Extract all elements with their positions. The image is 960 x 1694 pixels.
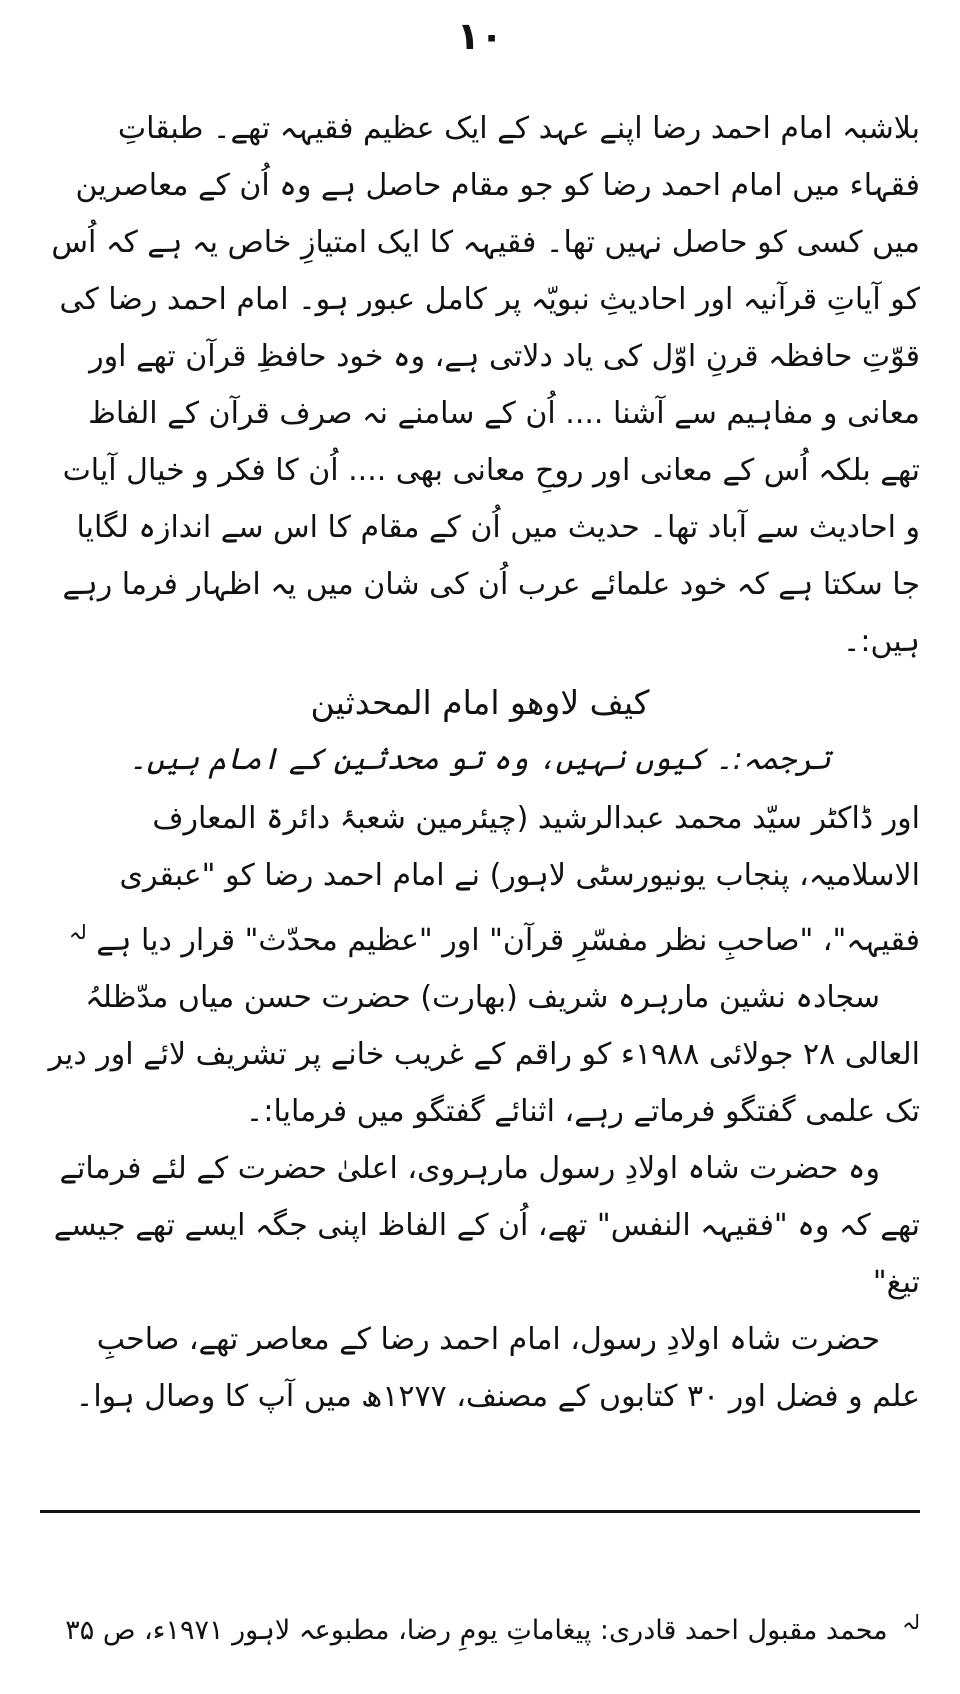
paragraph-5: حضرت شاہ اولادِ رسول، امام احمد رضا کے معاصر تھے، صاحبِ علم و فضل اور ۳۰ کتابوں کے مصنف، ۱۲۷۷ھ میں آپ کا وصال ہوا۔ [75,1322,920,1414]
paragraph-3: سجادہ نشین مارہرہ شریف (بھارت) حضرت حسن میاں مدّظلہُ العالی ۲۸ جولائی ۱۹۸۸ء کو راقم کے غریب خانے پر تشریف لائے اور دیر تک علمی گفتگو فرماتے رہے، اثنائے گفتگو میں فرمایا:۔ [48,980,920,1129]
paragraph-4-quote: وہ حضرت شاہ اولادِ رسول مارہروی، اعلیٰ حضرت کے لئے فرماتے تھے کہ وہ "فقیہہ النفس" تھے، اُن کے الفاظ اپنی جگہ ایسے تھے جیسے تیغ" [53,1151,920,1300]
footnote-divider [40,1510,920,1513]
page-number: ۱۰ [456,14,504,58]
arabic-quote: کیف لاوھو امام المحدثین [310,683,650,722]
footnote-marker: لہ [902,1610,920,1634]
paragraph-1: بلاشبہ امام احمد رضا اپنے عہد کے ایک عظیم فقیہہ تھے۔ طبقاتِ فقہاء میں امام احمد رضا کو جو مقام حاصل ہے وہ اُن کے معاصرین میں کسی کو حاصل نہیں تھا۔ فقیہہ کا ایک امتیازِ خاص یہ ہے کہ اُس کو آیاتِ قرآنیہ اور احادیثِ نبویّہ پر کامل عبور ہو۔ امام احمد رضا کی قوّتِ حافظہ قرنِ اوّل کی یاد دلاتی ہے، وہ خود حافظِ قرآن تھے اور معانی و مفاہیم سے آشنا .... اُن کے سامنے نہ صرف قرآن کے الفاظ تھے بلکہ اُس کے معانی اور روحِ معانی بھی .... اُن کا فکر و خیال آیات و احادیث سے آباد تھا۔ حدیث میں اُن کے مقام کا اس سے اندازہ لگایا جا سکتا ہے کہ خود علمائے عرب اُن کی شان میں یہ اظہار فرما رہے ہیں:۔ [51,111,920,659]
footnote-reference: لہ [68,920,87,944]
body-text [40,100,920,1425]
footnote [40,1600,920,1653]
footnote-text: محمد مقبول احمد قادری: پیغاماتِ یومِ رضا، مطبوعہ لاہور ۱۹۷۱ء، ص ۳۵ [65,1615,888,1646]
paragraph-2-text: اور ڈاکٹر سیّد محمد عبدالرشید (چیئرمین شعبۂ دائرۃ المعارف الاسلامیہ، پنجاب یونیورسٹی لاہور) نے امام احمد رضا کو "عبقری فقیہہ"، "صاحبِ نظر مفسّرِ قرآن" اور "عظیم محدّث" قرار دیا ہے [96,801,920,958]
quote-translation: ترجمہ:۔ کیوں نہیں، وہ تو محدثین کے امام ہیں۔ [129,742,831,777]
paragraph-2 [40,790,920,969]
